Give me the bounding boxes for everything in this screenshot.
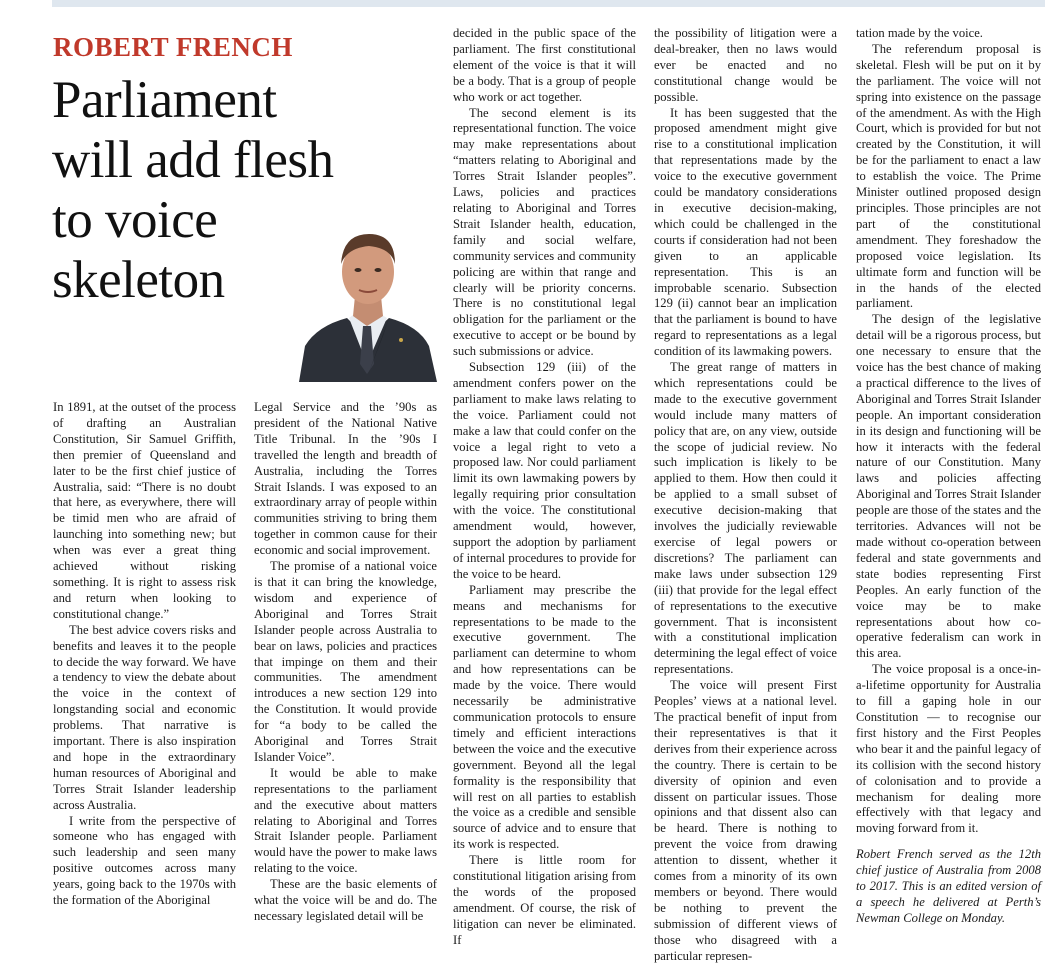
headline-line: will add flesh [52,131,334,189]
paragraph: The great range of matters in which representations could be made to the executive government would include many matters of policy that are, on any view, outside the scope of judicial review. No such implication is likely to be applied to them. How then could it be applied to a small subset of executive decision-making that involves the judicially reviewable exercise of legal powers or discretions? The parliament can make laws under subsection 129 (iii) that provide for the legal effect of representations to the executive government. That is inconsistent with a constitutional implication determining the legal effect of voice representations. [654,360,837,677]
paragraph: The best advice covers risks and benefits and leaves it to the people to decide the way forward. We have a tendency to view the debate about the voice in the context of longstanding social and economic problems. That narrative is important. There is also inspiration and hope in the extraordinary human resources of Aboriginal and Torres Strait Islander leadership across Australia. [53,622,236,812]
paragraph: The voice proposal is a once-in-a-lifetime opportunity for Australia to fill a gaping hole in our Constitution — to recognise our first history and the First Peoples who bear it and the painful legacy of its collision with the second history of colonisation and to provide a mechanism for dealing more effectively with that legacy and moving forward from it. [856,662,1041,836]
paragraph: It would be able to make representations to the parliament and the executive about matters relating to Aboriginal and Torres Strait Islander people. Parliament would have the power to make laws relating to the voice. [254,765,437,876]
article-column-1 [53,400,236,909]
author-photo [297,214,437,382]
paragraph: There is little room for constitutional litigation arising from the words of the proposed amendment. Of course, the risk of litigation can never be eliminated. If [453,853,636,947]
paragraph: Legal Service and the ’90s as president of the National Native Title Tribunal. In the ’90s I travelled the length and breadth of Australia, including the Torres Strait Islands. I was exposed to an extraordinary array of people within communities striving to bring them together in common cause for their economic and social improvement. [254,400,437,558]
paragraph: decided in the public space of the parliament. The first constitutional element of the voice is that it will be a body. That is a group of people who work or act together. [453,26,636,104]
article-column-4 [654,26,837,964]
author-portrait-image [297,214,437,382]
paragraph: The second element is its representational function. The voice may make representations about “matters relating to Aboriginal and Torres Strait Islander peoples”. Laws, policies and practices relating to Aboriginal and Torres Strait Islander health, education, family and social welfare, community services and community policing are within that range and clearly will be priority concerns. There is no constitutional legal obligation for the parliament or the executive to accept or be bound by such submissions or advice. [453,105,636,359]
headline-line: to voice [52,191,218,249]
byline: ROBERT FRENCH [53,32,293,62]
author-bio: Robert French served as the 12th chief justice of Australia from 2008 to 2017. This is an edited version of a speech he delivered at Perth’s Newman College on Monday. [856,847,1041,925]
paragraph: tation made by the voice. [856,26,983,40]
page-top-bar [52,0,1045,7]
headline-line: Parliament [52,71,277,129]
article-column-2 [254,400,437,925]
paragraph: Parliament may prescribe the means and mechanisms for representations to be made to the executive government. The parliament can determine to whom and how representations can be made by the voice. There would necessarily be administrative communication protocols to ensure timely and efficient interactions between the voice and the executive government. Beyond all the legal formality is the responsibility that will rest on all parties to establish the voice as a credible and sensible source of advice and to ensure that its work is respected. [453,582,636,852]
paragraph: I write from the perspective of someone who has engaged with such leadership and seen many positive outcomes across many years, going back to the 1970s with the formation of the Aboriginal [53,813,236,908]
article-column-3 [453,26,636,949]
article-column-5 [856,26,1041,927]
paragraph: The referendum proposal is skeletal. Flesh will be put on it by the parliament. The voice will not spring into existence on the passage of the amendment. As with the High Court, which is provided for but not created by the Constitution, it will be for the parliament to enact a law to establish the voice. The Prime Minister outlined proposed design principles. Those principles are not part of the constitutional amendment. They foreshadow the proposed voice legislation. Its ultimate form and function will be in the hands of the elected parliament. [856,41,1041,311]
paragraph: In 1891, at the outset of the process of drafting an Australian Constitution, Sir Samuel Griffith, then premier of Queensland and later to be the first chief justice of Australia, said: “There is no doubt that here, as everywhere, there will be timid men who are afraid of launching into something new; but when was ever a great thing achieved without risking something. It is right to assess risk and return when looking to constitutional change.” [53,400,236,621]
paragraph: The design of the legislative detail will be a rigorous process, but one necessary to ensure that the voice has the best chance of making a practical difference to the lives of Aboriginal and Torres Strait Islander people. An important consideration in its design and functioning will be how it interacts with the federal nature of our Constitution. Many laws and policies affecting Aboriginal and Torres Strait Islander people are those of the states and the territories. Advances will not be made without co-operation between federal and state governments and state bodies representing First Peoples. An early function of the voice may be to make representations about how co-operative federalism can work in this area. [856,312,1041,661]
headline-line: skeleton [52,251,225,309]
paragraph: It has been suggested that the proposed amendment might give rise to a constitutional implication that representations made by the voice to the executive government could be mandatory considerations in executive decision-making, which could be challenged in the courts if consideration had not been given to an applicable representation. This is an improbable scenario. Subsection 129 (ii) cannot bear an implication that the parliament is bound to have regard to representations as a legal condition of its lawmaking powers. [654,105,837,359]
paragraph: the possibility of litigation were a deal-breaker, then no laws would ever be enacted and no constitutional change would be possible. [654,26,837,104]
paragraph: The promise of a national voice is that it can bring the knowledge, wisdom and experience of Aboriginal and Torres Strait Islander people across Australia to bear on laws, policies and practices that impinge on them and their communities. The amendment introduces a new section 129 into the Constitution. It would provide for “a body to be called the Aboriginal and Torres Strait Islander Voice”. [254,559,437,764]
paragraph: These are the basic elements of what the voice will be and do. The necessary legislated detail will be [254,877,437,923]
paragraph: The voice will present First Peoples’ views at a national level. The practical benefit of input from their representatives is that it derives from their experience across the country. There is certain to be diversity of opinion and even dissent on particular issues. Those opinions and that dissent also can be heard. There is nothing to prevent the voice from drawing attention to dissent, whether it comes from a minority of its own members or beyond. There would be nothing to prevent the submission of different views of those who disagreed with a particular represen- [654,678,837,963]
paragraph: Subsection 129 (iii) of the amendment confers power on the parliament to make laws relating to the voice. Parliament could not make a law that could confer on the voice a legal right to veto a proposed law. Nor could parliament limit its own lawmaking powers by legally requiring prior consultation with the voice. The constitutional amendment would, however, support the adoption by parliament of internal procedures to provide for the voice to be heard. [453,360,636,581]
